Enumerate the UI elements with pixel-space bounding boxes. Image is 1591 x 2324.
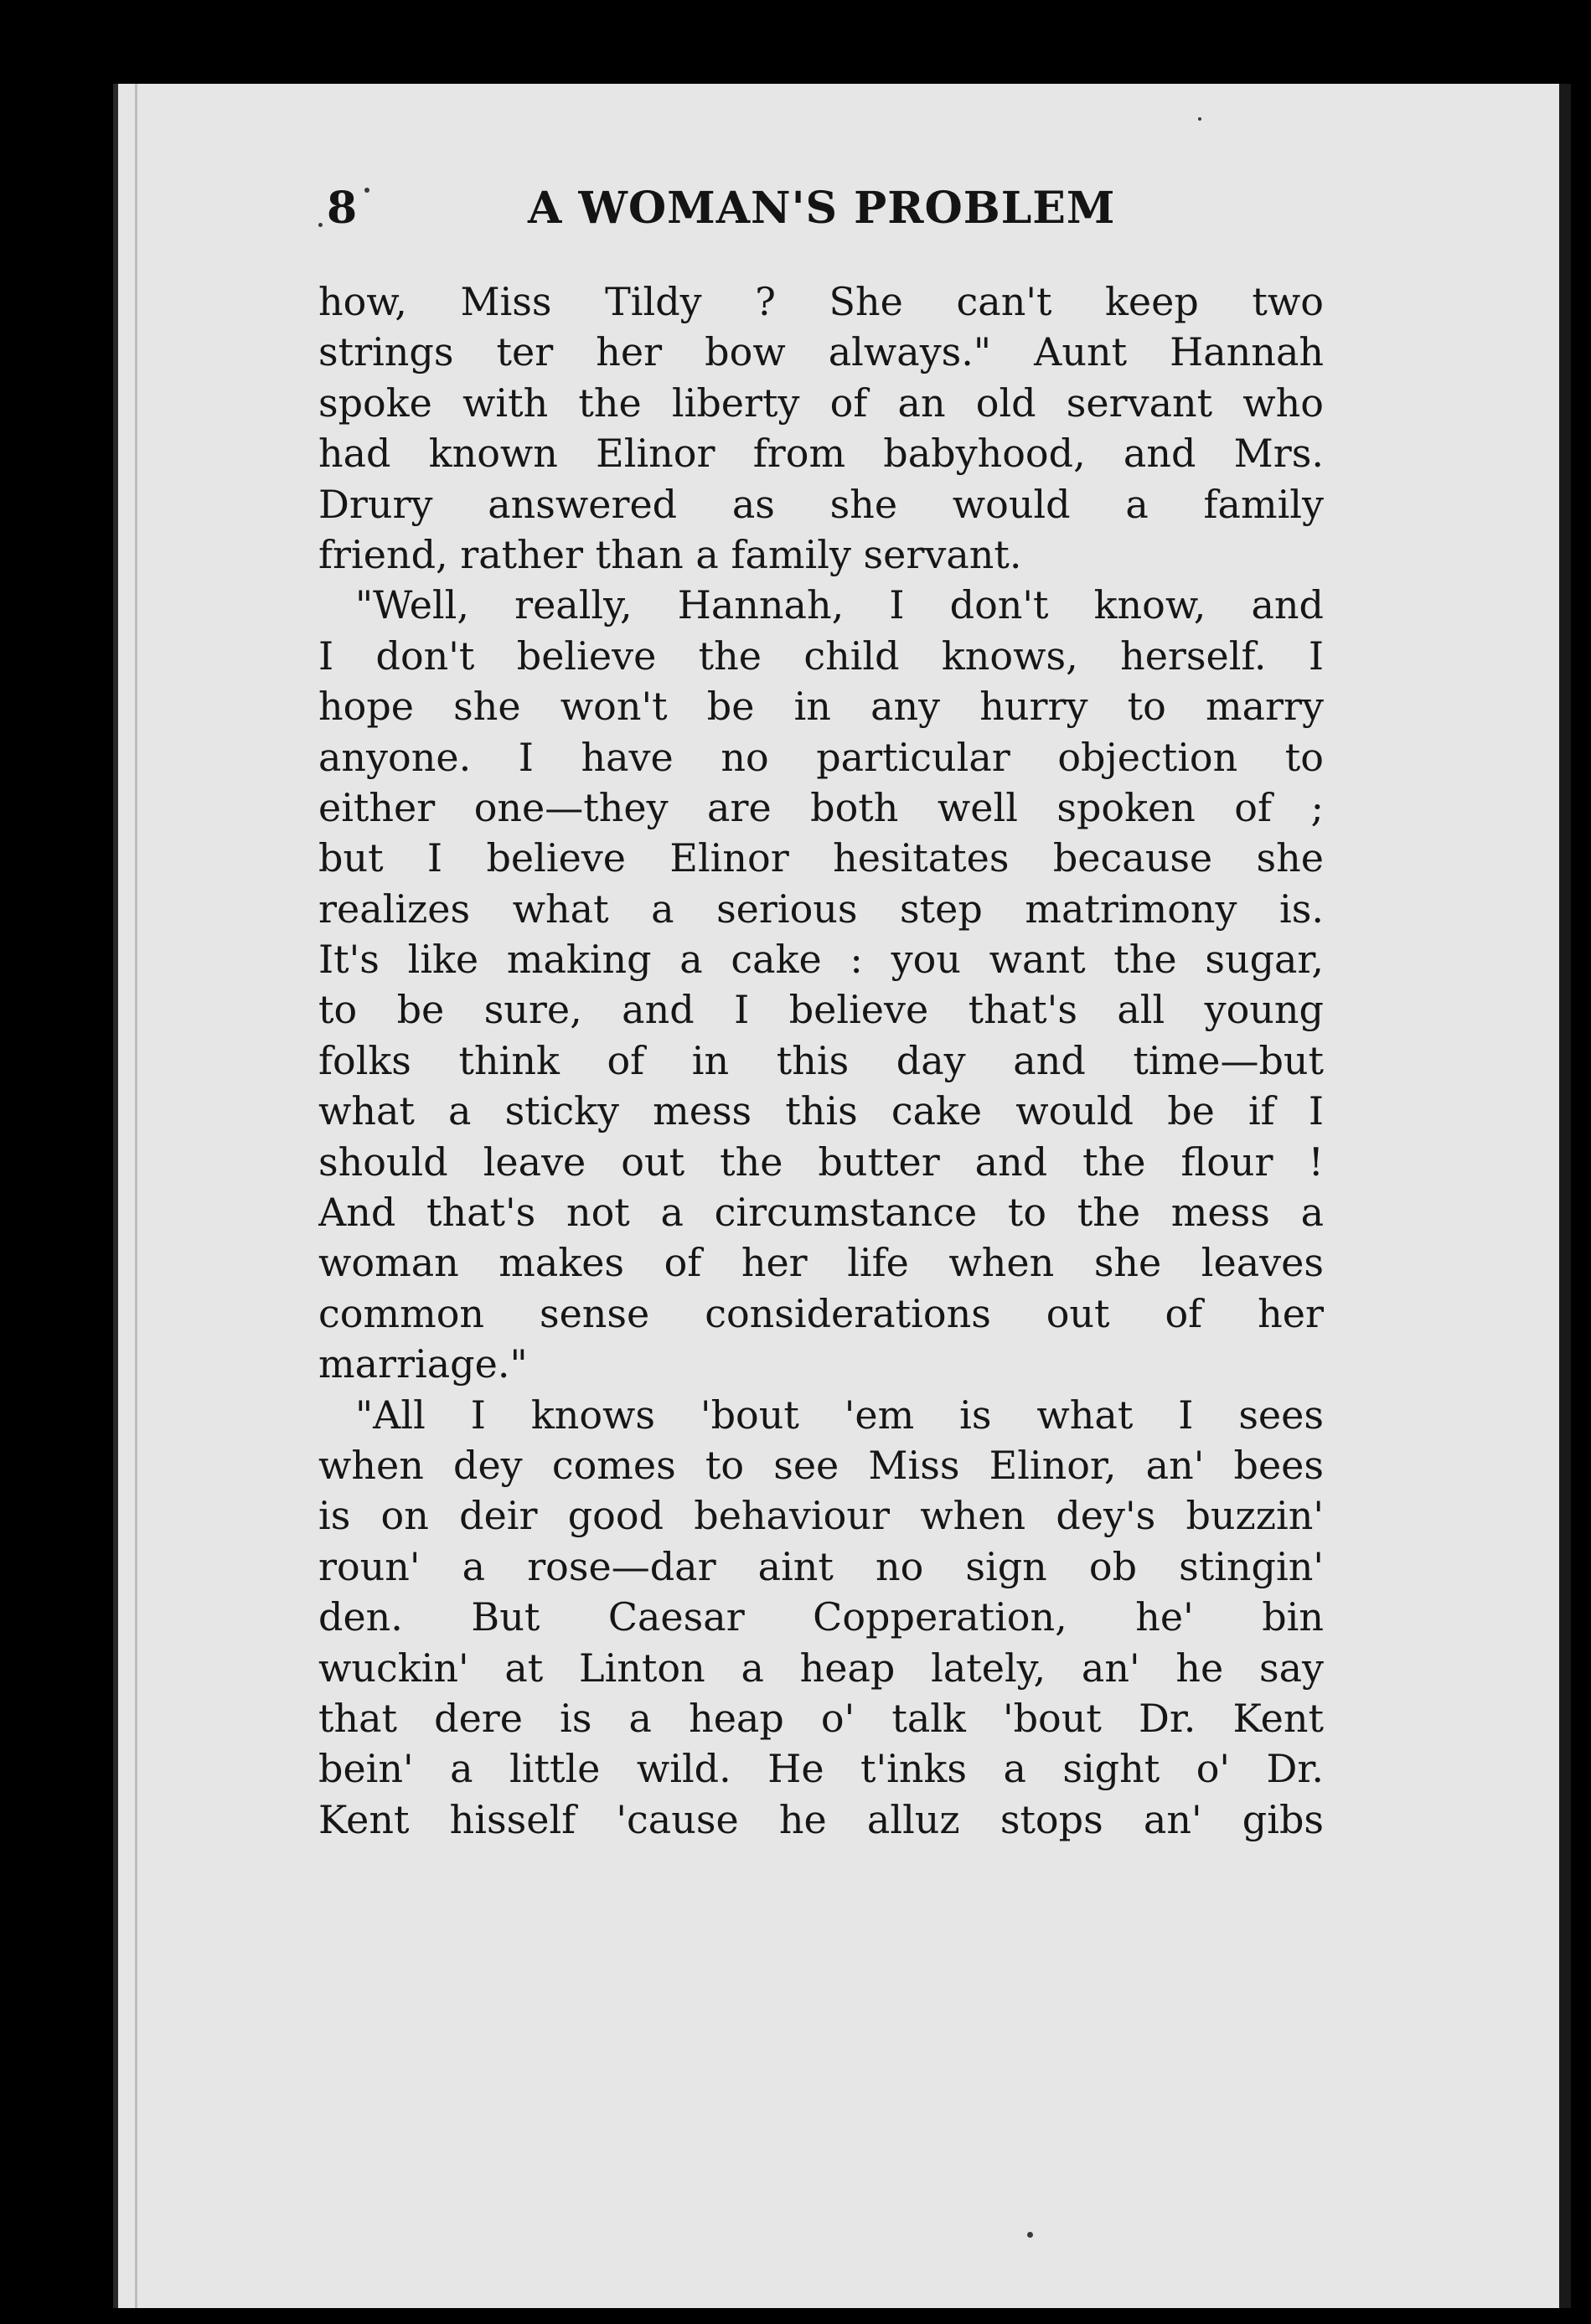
- text-line: bein' a little wild. He t'inks a sight o' Dr.: [318, 1746, 1324, 1792]
- text-line: realizes what a serious step matrimony is.: [318, 886, 1324, 932]
- text-line: woman makes of her life when she leaves: [318, 1240, 1324, 1286]
- text-line: wuckin' at Linton a heap lately, an' he say: [318, 1645, 1324, 1691]
- text-line: but I believe Elinor hesitates because she: [318, 835, 1324, 881]
- running-head: [327, 183, 1165, 258]
- text-line: It's like making a cake : you want the sugar,: [318, 937, 1324, 983]
- text-line: had known Elinor from babyhood, and Mrs.: [318, 431, 1324, 477]
- text-line: Drury answered as she would a family: [318, 481, 1324, 527]
- text-line: And that's not a circumstance to the mess a: [318, 1190, 1324, 1236]
- text-line: friend, rather than a family servant.: [318, 531, 1022, 577]
- dust-speck: [1027, 2232, 1033, 2238]
- text-line: hope she won't be in any hurry to marry: [318, 684, 1324, 730]
- text-line: strings ter her bow always." Aunt Hannah: [318, 329, 1324, 375]
- text-line: den. But Caesar Copperation, he' bin: [318, 1594, 1324, 1640]
- text-line: either one—they are both well spoken of ;: [318, 784, 1324, 830]
- text-line: anyone. I have no particular objection to: [318, 734, 1324, 780]
- text-line: should leave out the butter and the flour !: [318, 1139, 1324, 1185]
- page-number: 8: [327, 183, 358, 234]
- text-line: folks think of in this day and time—but: [318, 1037, 1324, 1083]
- page-gutter-edge: [135, 84, 137, 2308]
- text-line: "All I knows 'bout 'em is what I sees: [355, 1392, 1324, 1438]
- text-line: what a sticky mess this cake would be if I: [318, 1088, 1324, 1134]
- body-text: [318, 276, 1324, 1845]
- text-line: how, Miss Tildy ? She can't keep two: [318, 279, 1324, 324]
- dust-speck: [1198, 117, 1201, 121]
- text-line: I don't believe the child knows, herself. I: [318, 633, 1324, 679]
- text-line: Kent hisself 'cause he alluz stops an' gibs: [318, 1796, 1324, 1842]
- text-line: is on deir good behaviour when dey's buzzin': [318, 1493, 1324, 1539]
- text-line: "Well, really, Hannah, I don't know, and: [355, 582, 1324, 628]
- text-line: common sense considerations out of her: [318, 1290, 1324, 1336]
- text-line: when dey comes to see Miss Elinor, an' bees: [318, 1442, 1324, 1488]
- text-line: to be sure, and I believe that's all young: [318, 987, 1324, 1033]
- running-title: A WOMAN'S PROBLEM: [528, 183, 1116, 234]
- text-line: marriage.": [318, 1341, 528, 1387]
- text-line: spoke with the liberty of an old servant who: [318, 380, 1324, 426]
- text-line: that dere is a heap o' talk 'bout Dr. Kent: [318, 1695, 1324, 1741]
- text-line: roun' a rose—dar aint no sign ob stingin': [318, 1543, 1324, 1589]
- dust-speck: [318, 223, 323, 227]
